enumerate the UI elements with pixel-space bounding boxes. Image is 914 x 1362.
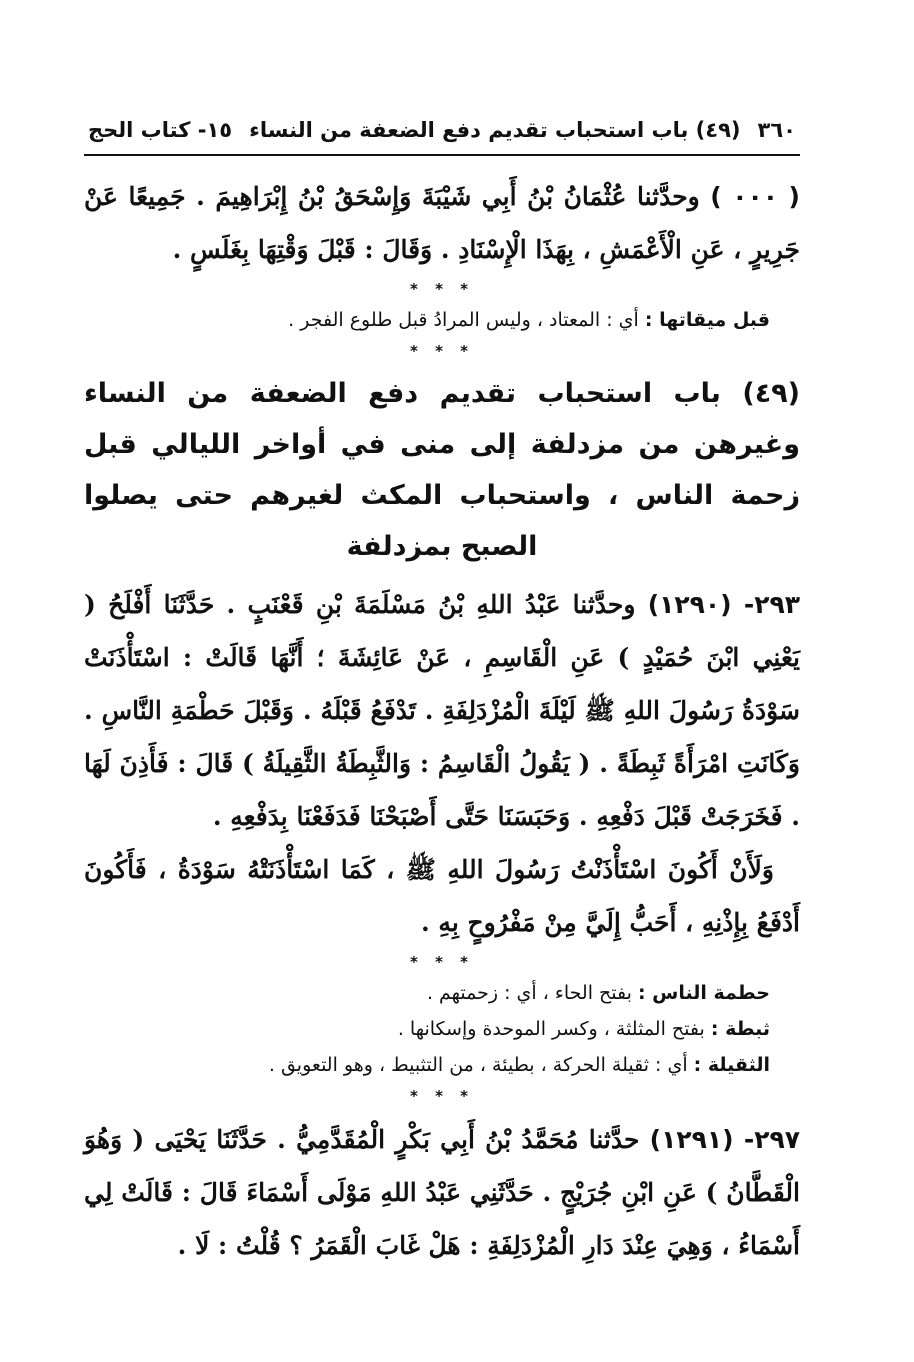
chapter-heading: (٤٩) باب استحباب تقديم دفع الضعفة من النساء وغيرهن من مزدلفة إلى منى في أواخر الليالي قبل زحمة الناس ، واستحباب المكث لغيرهم حتى يصلوا الصبح بمزدلفة bbox=[84, 378, 800, 562]
footnote-term: ثبطة : bbox=[710, 1018, 770, 1040]
page-number: ٣٦٠ bbox=[757, 118, 796, 142]
footnote-text: أي : المعتاد ، وليس المرادُ قبل طلوع الفجر . bbox=[288, 309, 645, 331]
section-separator: * * * bbox=[410, 342, 474, 360]
footnote-term: قبل ميقاتها : bbox=[644, 309, 770, 331]
hadith-paragraph bbox=[84, 578, 800, 843]
hadith-number: ٢٩٧- (١٢٩١) bbox=[649, 1125, 800, 1154]
hadith-paragraph bbox=[84, 170, 800, 276]
footnote bbox=[84, 975, 800, 1011]
header-rule bbox=[84, 154, 800, 156]
hadith-number: ٢٩٣- (١٢٩٠) bbox=[647, 590, 800, 619]
running-book-title: ١٥- كتاب الحج bbox=[88, 118, 233, 142]
hadith-paragraph bbox=[84, 1113, 800, 1272]
section-separator: * * * bbox=[410, 280, 474, 298]
footnote bbox=[84, 1011, 800, 1047]
footnote-text: بفتح الحاء ، أي : زحمتهم . bbox=[426, 982, 638, 1004]
footnote-text: بفتح المثلثة ، وكسر الموحدة وإسكانها . bbox=[397, 1018, 711, 1040]
running-chapter-title: (٤٩) باب استحباب تقديم دفع الضعفة من النساء bbox=[249, 118, 741, 142]
section-separator: * * * bbox=[410, 1087, 474, 1105]
hadith-text: وحدَّثنا عَبْدُ اللهِ بْنُ مَسْلَمَةَ بْنِ قَعْنَبٍ . حَدَّثَنَا أَفْلَحُ ( يَعْنِي ابْنَ حُمَيْدٍ ) عَنِ الْقَاسِمِ ، عَنْ عَائِشَةَ ؛ أَنَّهَا قَالَتْ : اسْتَأْذَنَتْ سَوْدَةُ رَسُولَ اللهِ ﷺ لَيْلَةَ الْمُزْدَلِفَةِ . تَدْفَعُ قَبْلَهُ . وَقَبْلَ حَطْمَةِ النَّاسِ . وَكَانَتِ امْرَأَةً ثَبِطَةً . ( يَقُولُ الْقَاسِمُ : وَالثَّبِطَةُ الثَّقِيلَةُ ) قَالَ : فَأَذِنَ لَهَا . فَخَرَجَتْ قَبْلَ دَفْعِهِ . وَحَبَسَنَا حَتَّى أَصْبَحْنَا فَدَفَعْنَا بِدَفْعِهِ . bbox=[84, 590, 800, 831]
hadith-text: حدَّثنا مُحَمَّدُ بْنُ أَبِي بَكْرٍ الْمُقَدَّمِيُّ . حَدَّثَنَا يَحْيَى ( وَهُوَ الْقَطَّانُ ) عَنِ ابْنِ جُرَيْجٍ . حَدَّثَنِي عَبْدُ اللهِ مَوْلَى أَسْمَاءَ قَالَ : قَالَتْ لِي أَسْمَاءُ ، وَهِيَ عِنْدَ دَارِ الْمُزْدَلِفَةِ : هَلْ غَابَ الْقَمَرُ ؟ قُلْتُ : لَا . bbox=[84, 1125, 800, 1260]
footnote-term: حطمة الناس : bbox=[637, 982, 770, 1004]
footnote bbox=[84, 302, 800, 338]
footnote bbox=[84, 1047, 800, 1083]
section-separator: * * * bbox=[410, 953, 474, 971]
footnote-term: الثقيلة : bbox=[693, 1054, 770, 1076]
footnote-text: أي : ثقيلة الحركة ، بطيئة ، من التثبيط ، وهو التعويق . bbox=[268, 1054, 694, 1076]
book-page bbox=[84, 118, 800, 1272]
running-header bbox=[84, 118, 800, 152]
hadith-number: ( ٠٠٠ ) bbox=[710, 182, 800, 211]
hadith-text: وحدَّثنا عُثْمَانُ بْنُ أَبِي شَيْبَةَ وَإِسْحَقُ بْنُ إِبْرَاهِيمَ . جَمِيعًا عَنْ جَرِيرٍ ، عَنِ الْأَعْمَشِ ، بِهَذَا الْإِسْنَادِ . وَقَالَ : قَبْلَ وَقْتِهَا بِغَلَسٍ . bbox=[84, 182, 800, 264]
hadith-continuation: وَلَأَنْ أَكُونَ اسْتَأْذَنْتُ رَسُولَ اللهِ ﷺ ، كَمَا اسْتَأْذَنَتْهُ سَوْدَةُ ، فَأَكُونَ أَدْفَعُ بِإِذْنِهِ ، أَحَبُّ إِلَيَّ مِنْ مَفْرُوحٍ بِهِ . bbox=[84, 855, 800, 937]
